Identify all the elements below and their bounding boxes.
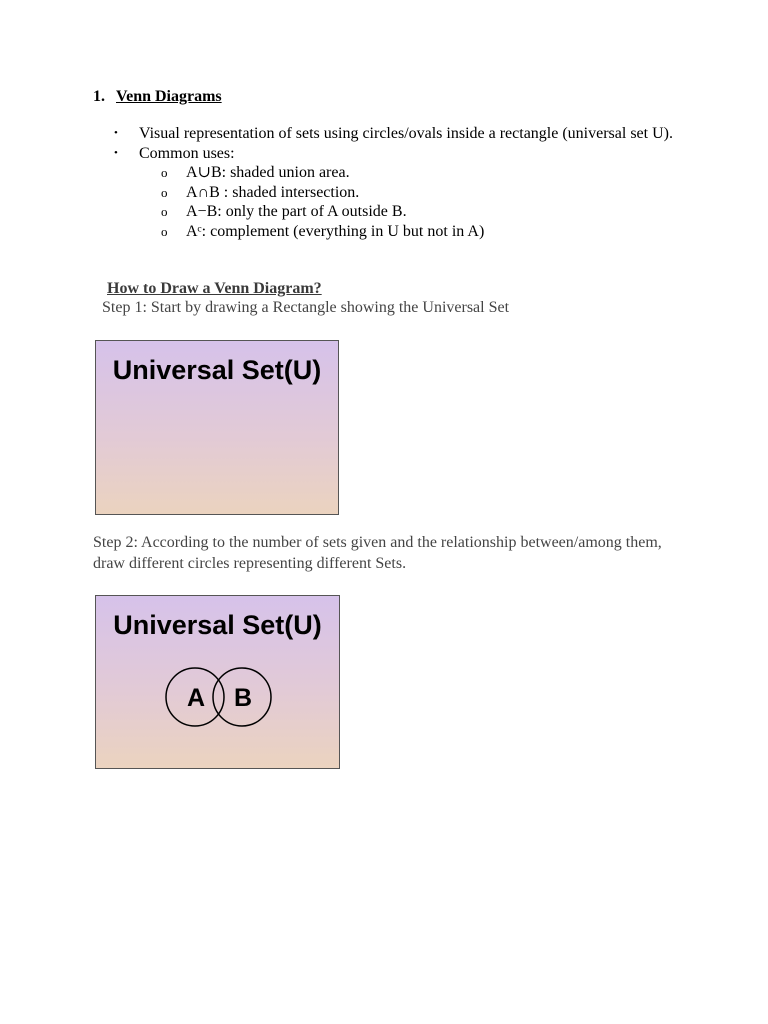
- use-difference: A−B: only the part of A outside B.: [186, 203, 407, 220]
- set-b-label: B: [233, 684, 253, 712]
- universal-set-label: Universal Set(U): [113, 610, 322, 640]
- bullet-marker: •: [114, 127, 118, 139]
- bullet-list: [114, 124, 674, 241]
- list-item: [161, 222, 674, 242]
- universal-set-figure: [95, 340, 339, 515]
- step-1-text: Step 1: Start by drawing a Rectangle showing the Universal Set: [102, 299, 510, 316]
- sub-bullet-marker: o: [161, 184, 168, 200]
- list-item: [114, 124, 674, 144]
- list-item: [114, 144, 674, 164]
- section-heading: [93, 88, 222, 106]
- use-complement: Aᶜ: complement (everything in U but not in A): [186, 222, 485, 240]
- step-2-text: Step 2: According to the number of sets given and the relationship between/among them, draw different circles representing different Sets.: [93, 534, 662, 572]
- list-item: [161, 163, 674, 183]
- venn-circles: [96, 596, 341, 770]
- sub-bullet-marker: o: [161, 204, 168, 219]
- sub-bullet-marker: o: [161, 223, 168, 239]
- universal-set-label: Universal Set(U): [112, 355, 322, 385]
- bullet-text-definition: Visual representation of sets using circles/ovals inside a rectangle (universal set U).: [139, 125, 673, 142]
- how-to-heading: How to Draw a Venn Diagram?: [107, 280, 322, 297]
- set-a-label: A: [186, 684, 206, 712]
- sub-bullet-marker: o: [161, 165, 168, 180]
- list-item: [161, 202, 674, 222]
- venn-diagram-figure: [95, 595, 340, 769]
- use-union: A∪B: shaded union area.: [186, 164, 350, 181]
- section-title: Venn Diagrams: [116, 88, 222, 105]
- common-uses-list: [161, 163, 674, 241]
- list-item: [161, 183, 674, 203]
- section-number: 1.: [93, 88, 105, 105]
- use-intersection: A∩B : shaded intersection.: [186, 183, 360, 201]
- bullet-text-common-uses: Common uses:: [139, 144, 235, 162]
- bullet-marker: •: [114, 146, 118, 159]
